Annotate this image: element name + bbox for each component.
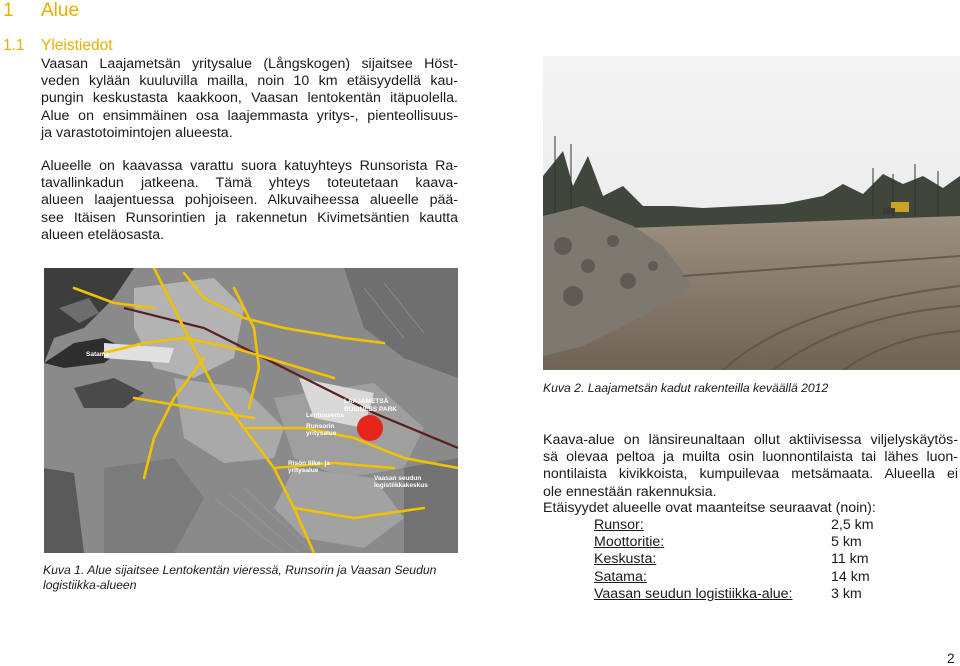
map-label-logistiikka-2: logistiikkakeskus: [374, 482, 428, 489]
heading-1: [3, 0, 79, 22]
map-label-runsorin-2: yritysalue: [306, 430, 337, 437]
map-label-satama: Satama: [86, 351, 110, 358]
map-label-lentoasema: Lentoasema: [306, 412, 344, 419]
construction-photo: [543, 56, 960, 370]
map-label-business-park-2: BUSINESS PARK: [344, 406, 397, 413]
paragraph-landscape: [543, 432, 958, 501]
map-label-riso: Risön liike- ja: [288, 460, 330, 467]
distance-row: [594, 534, 895, 551]
heading-1-number: 1: [3, 0, 14, 21]
distance-value: 2,5 km: [831, 517, 874, 533]
distance-name: Moottoritie:: [594, 534, 665, 551]
figure-1-caption: [43, 563, 436, 593]
distance-row: [594, 586, 895, 603]
distance-name: Vaasan seudun logistiikka-alue:: [594, 585, 793, 602]
distance-value: 5 km: [831, 534, 862, 551]
paragraph-general: [41, 56, 458, 142]
heading-2: [3, 37, 113, 55]
heading-2-number: 1.1: [3, 37, 25, 54]
text-line: Alue on ensimmäinen osa laajemmasta yritys-, pienteollisuus-: [41, 107, 458, 124]
distance-name: Keskusta:: [594, 551, 657, 568]
text-line: pungin keskustasta kaakkoon, Vaasan lentokentän itäpuolella.: [41, 90, 458, 107]
distance-value: 3 km: [831, 585, 862, 602]
distance-row: [594, 569, 895, 586]
distance-value: 11 km: [831, 551, 869, 568]
figure-2-caption: [543, 381, 828, 396]
text-line: veden kylään kuuluvilla mailla, noin 10 km etäisyydellä kau-: [41, 73, 458, 90]
text-line: Alueelle on kaavassa varattu suora katuyhteys Runsorista Ra-: [41, 158, 458, 174]
distance-row: [594, 551, 895, 568]
distance-row: [594, 517, 895, 534]
heading-1-title: Alue: [41, 0, 80, 21]
distances-intro: Etäisyydet alueelle ovat maanteitse seuraavat (noin):: [543, 500, 876, 516]
text-line: Kaava-alue on länsireunaltaan ollut aktiivisessa viljelyskäytös-: [543, 432, 958, 448]
text-line: sä olevaa peltoa ja muilta osin luonnontilaista tai lähes luon-: [543, 449, 958, 466]
text-line: tavallinkadun jatkeena. Tämä yhteys toteutetaan kaava-: [41, 175, 458, 192]
caption-line: logistiikka-alueen: [43, 578, 137, 592]
location-map: [44, 268, 458, 553]
heading-2-title: Yleistiedot: [41, 37, 113, 54]
text-line: see Itäisen Runsorintien ja rakennetun Kivimetsäntien kautta: [41, 209, 458, 226]
map-label-riso-2: yritysalue: [288, 467, 319, 474]
distances-table: [594, 517, 895, 603]
text-line: alueen laajentuessa pohjoiseen. Alkuvaiheessa alueelle pää-: [41, 192, 458, 209]
text-line: ja varastotoimintojen alueesta.: [41, 124, 233, 141]
text-line: ole ennestään rakennuksia.: [543, 483, 717, 500]
text-line: alueen eteläosasta.: [41, 226, 165, 243]
caption-line: Kuva 2. Laajametsän kadut rakenteilla keväällä 2012: [543, 381, 829, 395]
map-label-business-park: LAAJAMETSÄ: [344, 398, 389, 405]
distance-name: Satama:: [594, 568, 647, 585]
page-number: 2: [947, 651, 955, 666]
map-label-logistiikka: Vaasan seudun: [374, 475, 422, 482]
text-line: Vaasan Laajametsän yritysalue (Långskogen) sijaitsee Höst-: [41, 56, 458, 72]
caption-line: Kuva 1. Alue sijaitsee Lentokentän vieressä, Runsorin ja Vaasan Seudun: [43, 563, 437, 577]
paragraph-access: [41, 158, 458, 244]
text-line: nontilaista kivikkoista, kumpuilevaa metsämaata. Alueella ei: [543, 466, 958, 483]
map-label-runsorin: Runsorin: [306, 423, 335, 430]
distance-value: 14 km: [831, 568, 870, 585]
distance-name: Runsor:: [594, 517, 644, 533]
